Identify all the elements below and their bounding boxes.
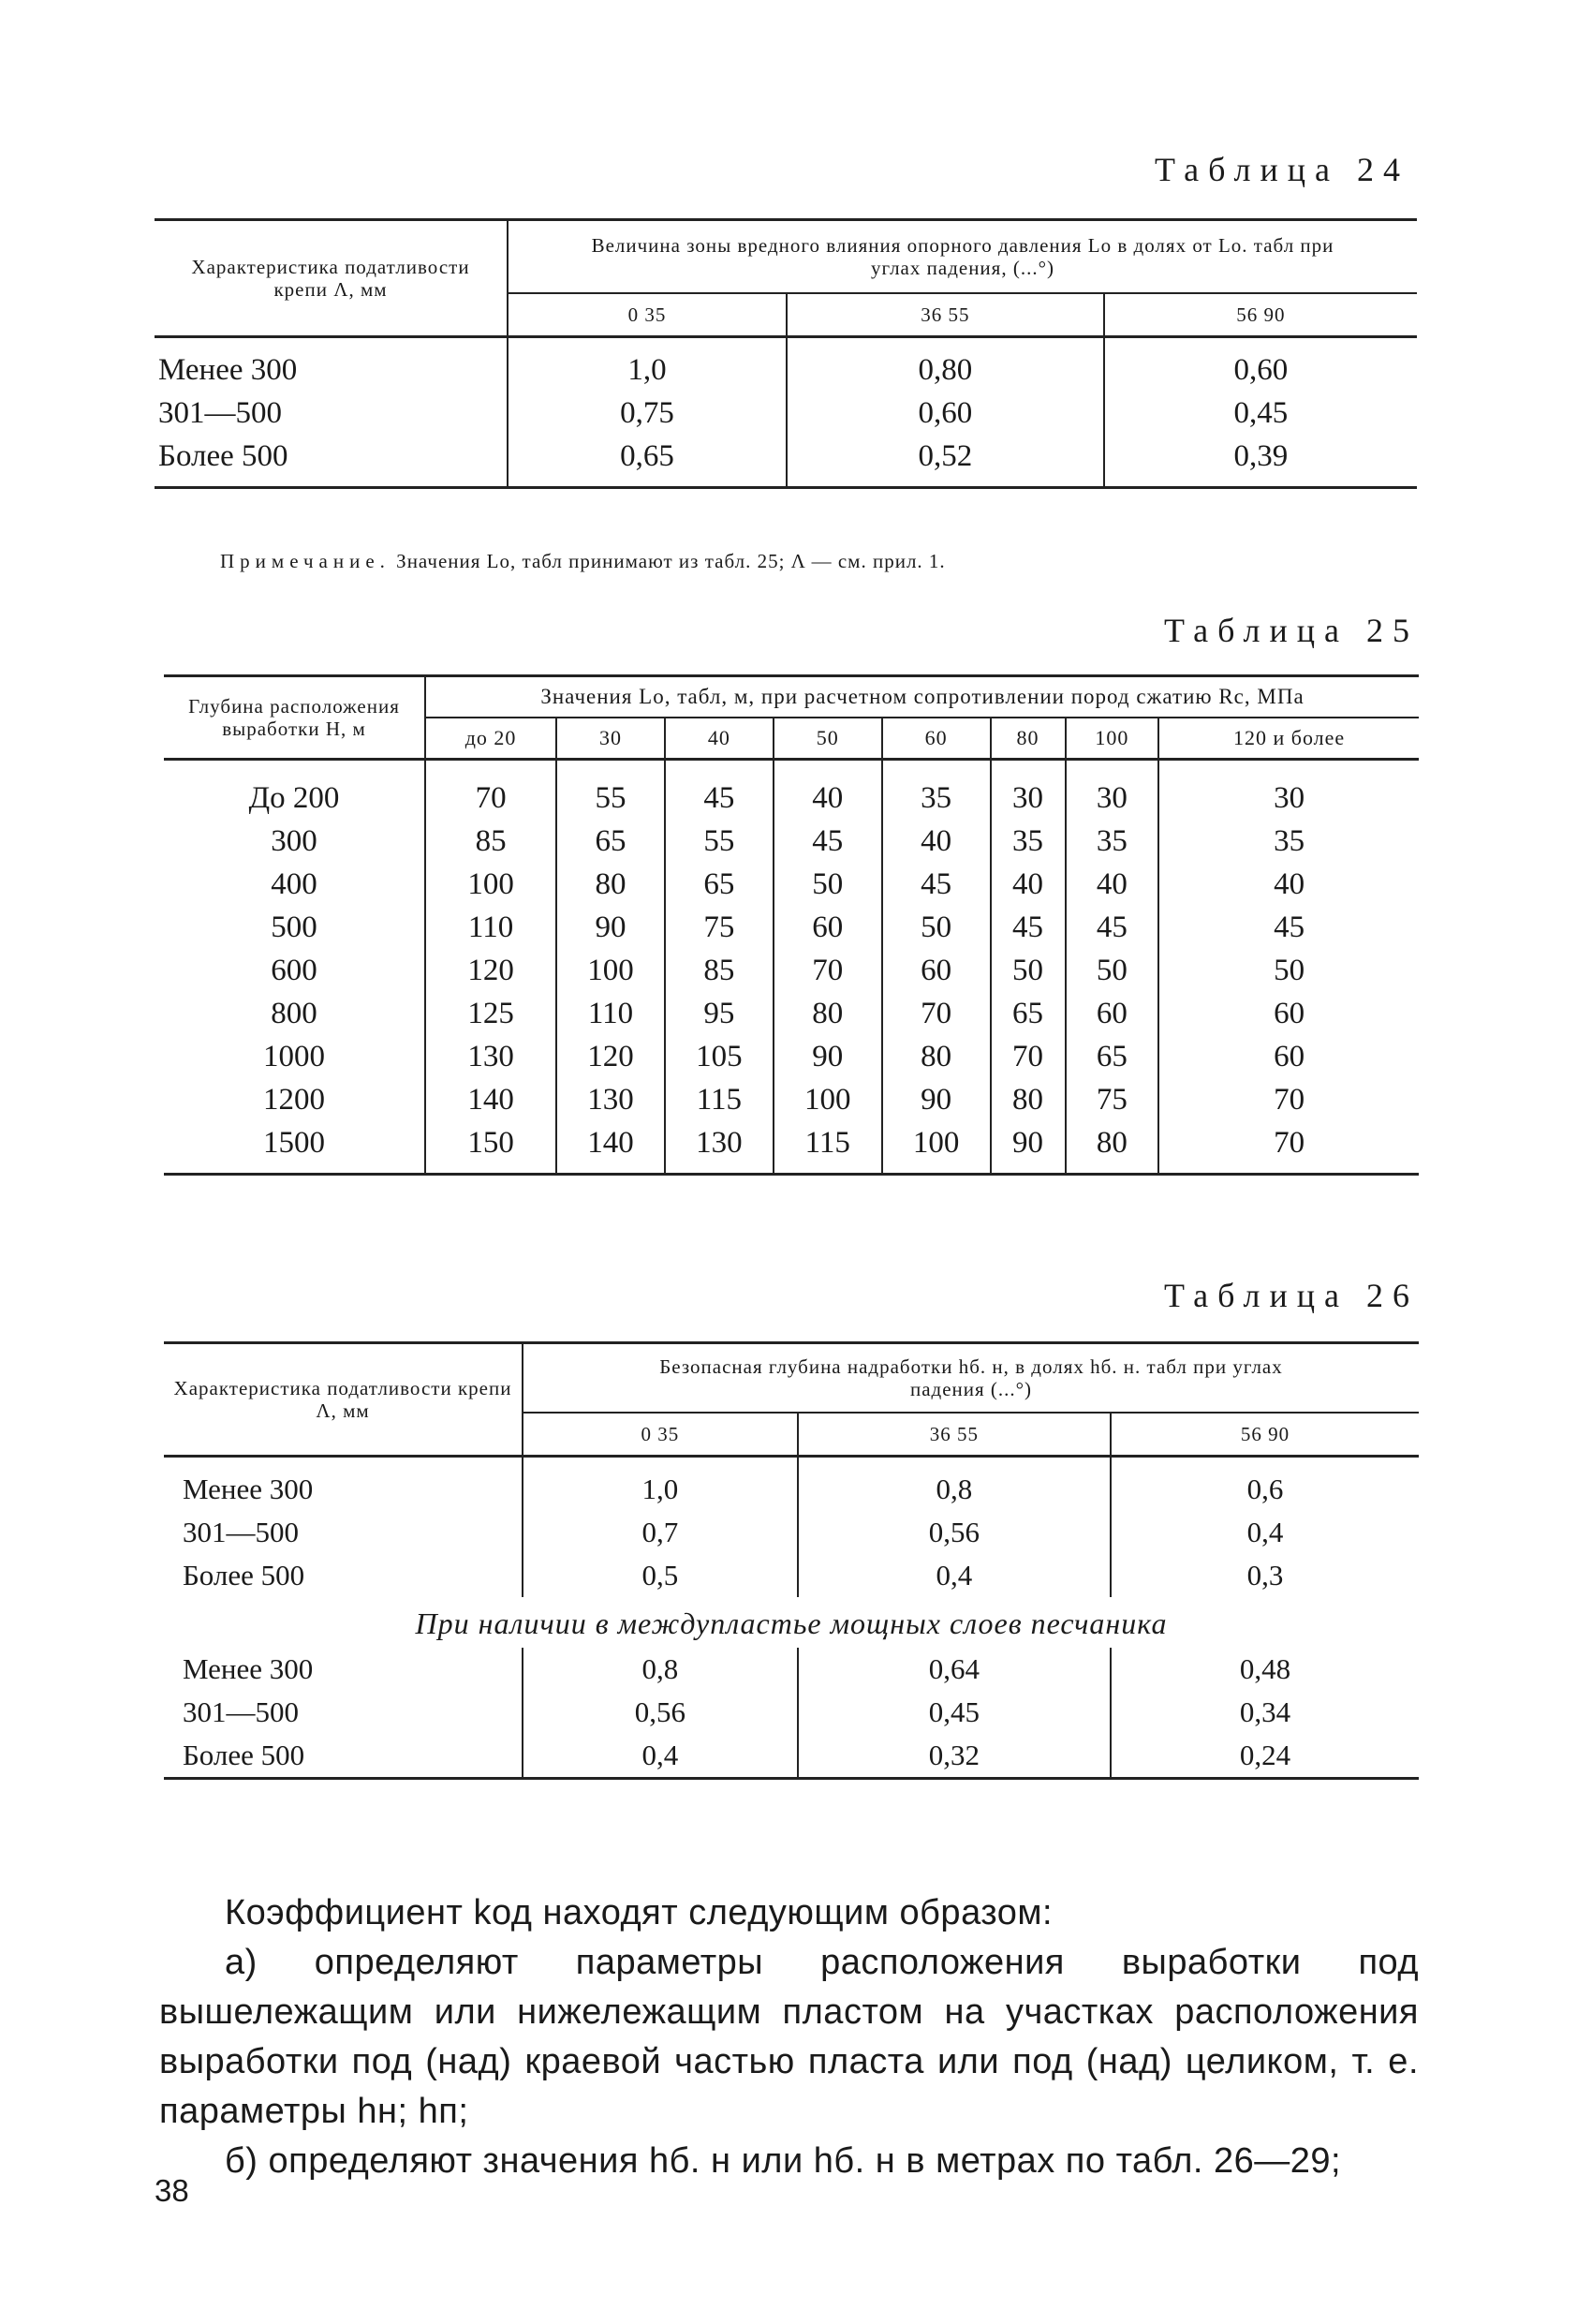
note-text: Значения Lо, табл принимают из табл. 25; Λ — см. прил. 1. — [396, 550, 946, 572]
table-cell: 45 — [1066, 906, 1159, 949]
table-cell: 0,60 — [1104, 337, 1417, 392]
table26-col1-header: Характеристика податливости крепи Λ, мм — [164, 1343, 523, 1457]
table-row — [164, 1554, 1419, 1597]
table-cell: 70 — [774, 949, 882, 992]
table-cell: 50 — [774, 863, 882, 906]
row-label: 1200 — [263, 1082, 325, 1117]
table-cell: 115 — [665, 1078, 774, 1121]
table24-group-header: Величина зоны вредного влияния опорного давления Lо в долях от Lо. табл при углах падения, (...°) — [591, 234, 1334, 280]
table24-angle-header: 56 90 — [1104, 293, 1417, 337]
table-row — [164, 1121, 1419, 1175]
table-cell: 70 — [882, 992, 991, 1035]
table-cell: 130 — [425, 1035, 556, 1078]
table-cell: 40 — [1158, 863, 1419, 906]
table-row — [164, 1691, 1419, 1734]
table-cell: 0,32 — [798, 1734, 1111, 1779]
table-cell: 110 — [556, 992, 665, 1035]
table-cell: 0,24 — [1111, 1734, 1419, 1779]
table-cell: 40 — [882, 820, 991, 863]
table-cell: 115 — [774, 1121, 882, 1175]
table25-strength-header: 40 — [665, 718, 774, 759]
table-row — [155, 392, 1417, 435]
table-cell: 40 — [1066, 863, 1159, 906]
table-cell: 110 — [425, 906, 556, 949]
table-26 — [164, 1341, 1419, 1780]
table24-note — [220, 550, 946, 573]
table-cell: 45 — [665, 759, 774, 820]
table-cell: 50 — [1158, 949, 1419, 992]
table-cell: 30 — [1158, 759, 1419, 820]
table-cell: 130 — [665, 1121, 774, 1175]
table-row — [164, 863, 1419, 906]
table25-strength-header: 50 — [774, 718, 882, 759]
table25-strength-header: 30 — [556, 718, 665, 759]
table-cell: 120 — [556, 1035, 665, 1078]
row-label: Более 500 — [164, 1554, 523, 1597]
table-cell: 0,4 — [641, 1739, 679, 1772]
row-label: Менее 300 — [164, 1648, 523, 1691]
row-label: Более 500 — [155, 435, 508, 488]
table-cell: 65 — [665, 863, 774, 906]
table-cell: 30 — [991, 759, 1066, 820]
table-cell: 0,65 — [620, 439, 674, 474]
table-cell: 0,56 — [798, 1511, 1111, 1554]
table-cell: 0,39 — [1104, 435, 1417, 488]
table-row — [164, 1457, 1419, 1512]
table-cell: 55 — [556, 759, 665, 820]
table-cell: 75 — [1066, 1078, 1159, 1121]
table-cell: 70 — [425, 759, 556, 820]
table-25 — [164, 674, 1419, 1176]
table-cell: 60 — [774, 906, 882, 949]
table25-strength-header: до 20 — [425, 718, 556, 759]
table26-caption: Таблица 26 — [1164, 1277, 1419, 1314]
section-title: При наличии в междупластье мощных слоев песчаника — [415, 1606, 1168, 1641]
table25-caption: Таблица 25 — [1164, 612, 1419, 649]
row-label: 800 — [271, 996, 317, 1030]
table-cell: 65 — [1066, 1035, 1159, 1078]
table-cell: 100 — [882, 1121, 991, 1175]
table-cell: 80 — [556, 863, 665, 906]
table26-angle-header: 0 35 — [523, 1413, 798, 1457]
table-row — [164, 1734, 1419, 1779]
table-cell: 55 — [665, 820, 774, 863]
table-row — [164, 906, 1419, 949]
row-label: 500 — [271, 910, 317, 944]
table-cell: 0,75 — [620, 396, 674, 431]
table-row — [164, 1648, 1419, 1691]
row-label: Более 500 — [164, 1734, 523, 1779]
table25-strength-header: 60 — [882, 718, 991, 759]
table-cell: 65 — [556, 820, 665, 863]
table-cell: 100 — [425, 863, 556, 906]
row-label: До 200 — [248, 780, 340, 815]
row-label: Менее 300 — [164, 1457, 523, 1512]
table25-strength-header: 80 — [991, 718, 1066, 759]
table-cell: 60 — [1158, 992, 1419, 1035]
table-cell: 140 — [425, 1078, 556, 1121]
table-cell: 90 — [774, 1035, 882, 1078]
table-row — [164, 759, 1419, 820]
table-cell: 80 — [882, 1035, 991, 1078]
table-cell: 0,6 — [1111, 1457, 1419, 1512]
table-cell: 0,5 — [641, 1559, 679, 1592]
table-cell: 0,56 — [634, 1695, 685, 1729]
table-cell: 35 — [882, 759, 991, 820]
table-cell: 0,45 — [1104, 392, 1417, 435]
table-cell: 125 — [425, 992, 556, 1035]
table-cell: 100 — [774, 1078, 882, 1121]
table-cell: 140 — [556, 1121, 665, 1175]
table-cell: 0,4 — [798, 1554, 1111, 1597]
table-cell: 45 — [1158, 906, 1419, 949]
table-cell: 100 — [556, 949, 665, 992]
table-cell: 45 — [774, 820, 882, 863]
table24-col1-header: Характеристика податливости крепи Λ, мм — [155, 220, 508, 337]
table-cell: 80 — [1066, 1121, 1159, 1175]
table25-strength-header: 120 и более — [1158, 718, 1419, 759]
table-cell: 105 — [665, 1035, 774, 1078]
row-label: 600 — [271, 953, 317, 987]
table-cell: 50 — [1066, 949, 1159, 992]
table-cell: 80 — [774, 992, 882, 1035]
table-cell: 35 — [1066, 820, 1159, 863]
table-cell: 0,45 — [798, 1691, 1111, 1734]
page-number: 38 — [155, 2173, 189, 2208]
table-cell: 90 — [882, 1078, 991, 1121]
table-cell: 60 — [1066, 992, 1159, 1035]
table-cell: 40 — [991, 863, 1066, 906]
table-cell: 70 — [1158, 1078, 1419, 1121]
table-cell: 0,8 — [798, 1457, 1111, 1512]
table-cell: 0,4 — [1111, 1511, 1419, 1554]
table-cell: 130 — [556, 1078, 665, 1121]
table26-group-header: Безопасная глубина надработки hб. н, в долях hб. н. табл при углах падения (...°) — [659, 1355, 1283, 1401]
table-row — [164, 1078, 1419, 1121]
table25-group-header: Значения Lо, табл, м, при расчетном сопротивлении пород сжатию Rс, МПа — [540, 685, 1305, 708]
row-label: 300 — [271, 823, 317, 858]
table-cell: 60 — [882, 949, 991, 992]
table-cell: 70 — [991, 1035, 1066, 1078]
table-row — [164, 1035, 1419, 1078]
table-row — [164, 992, 1419, 1035]
table-cell: 0,60 — [787, 392, 1104, 435]
table24-caption: Таблица 24 — [1155, 151, 1409, 188]
row-label: 1000 — [263, 1039, 325, 1073]
body-p2: а) определяют параметры расположения выработки под вышележащим или нижележащим пластом на участках расположения выработки под (над) краевой частью пласта или под (над) целиком, т. е. параметры hн; hп; — [159, 1943, 1419, 2131]
row-label: Менее 300 — [155, 337, 508, 392]
table-cell: 85 — [425, 820, 556, 863]
table-row — [155, 337, 1417, 392]
table-cell: 45 — [991, 906, 1066, 949]
table26-angle-header: 36 55 — [798, 1413, 1111, 1457]
table-cell: 30 — [1066, 759, 1159, 820]
table-cell: 0,52 — [787, 435, 1104, 488]
table-cell: 65 — [991, 992, 1066, 1035]
table-cell: 50 — [991, 949, 1066, 992]
table-cell: 75 — [665, 906, 774, 949]
table-cell: 0,7 — [641, 1516, 679, 1549]
table-cell: 0,8 — [641, 1652, 679, 1686]
table-cell: 70 — [1158, 1121, 1419, 1175]
table-cell: 85 — [665, 949, 774, 992]
table-cell: 1,0 — [627, 353, 667, 388]
body-paragraph-3 — [159, 2137, 1419, 2186]
row-label: 301—500 — [164, 1511, 523, 1554]
table-cell: 50 — [882, 906, 991, 949]
note-prefix: Примечание. — [220, 550, 391, 572]
table-row — [164, 949, 1419, 992]
body-p3: б) определяют значения hб. н или hб. н в метрах по табл. 26—29; — [225, 2141, 1342, 2181]
table-cell: 40 — [774, 759, 882, 820]
table26-angle-header: 56 90 — [1111, 1413, 1419, 1457]
row-label: 301—500 — [155, 392, 508, 435]
row-label: 301—500 — [164, 1691, 523, 1734]
row-label: 1500 — [263, 1125, 325, 1160]
table-24 — [155, 218, 1417, 489]
body-paragraph-1 — [159, 1888, 1419, 1938]
table-cell: 95 — [665, 992, 774, 1035]
section-row — [164, 1597, 1419, 1648]
table-cell: 120 — [425, 949, 556, 992]
table-cell: 80 — [991, 1078, 1066, 1121]
table-cell: 90 — [991, 1121, 1066, 1175]
table-cell: 60 — [1158, 1035, 1419, 1078]
table-cell: 0,3 — [1111, 1554, 1419, 1597]
table25-col1-header: Глубина расположения выработки Н, м — [164, 676, 425, 760]
table24-angle-header: 0 35 — [508, 293, 787, 337]
table-cell: 35 — [1158, 820, 1419, 863]
body-paragraph-2 — [159, 1938, 1419, 2137]
table24-angle-header: 36 55 — [787, 293, 1104, 337]
table-row — [155, 435, 1417, 488]
table-cell: 0,48 — [1111, 1648, 1419, 1691]
table-cell: 1,0 — [641, 1473, 679, 1506]
table-cell: 0,64 — [798, 1648, 1111, 1691]
table-cell: 45 — [882, 863, 991, 906]
row-label: 400 — [271, 866, 317, 901]
table-cell: 0,80 — [787, 337, 1104, 392]
table-row — [164, 820, 1419, 863]
table-row — [164, 1511, 1419, 1554]
table25-strength-header: 100 — [1066, 718, 1159, 759]
table-cell: 150 — [425, 1121, 556, 1175]
table-cell: 0,34 — [1111, 1691, 1419, 1734]
table-cell: 35 — [991, 820, 1066, 863]
table-cell: 90 — [556, 906, 665, 949]
body-p1: Коэффициент kод находят следующим образом: — [225, 1893, 1054, 1932]
